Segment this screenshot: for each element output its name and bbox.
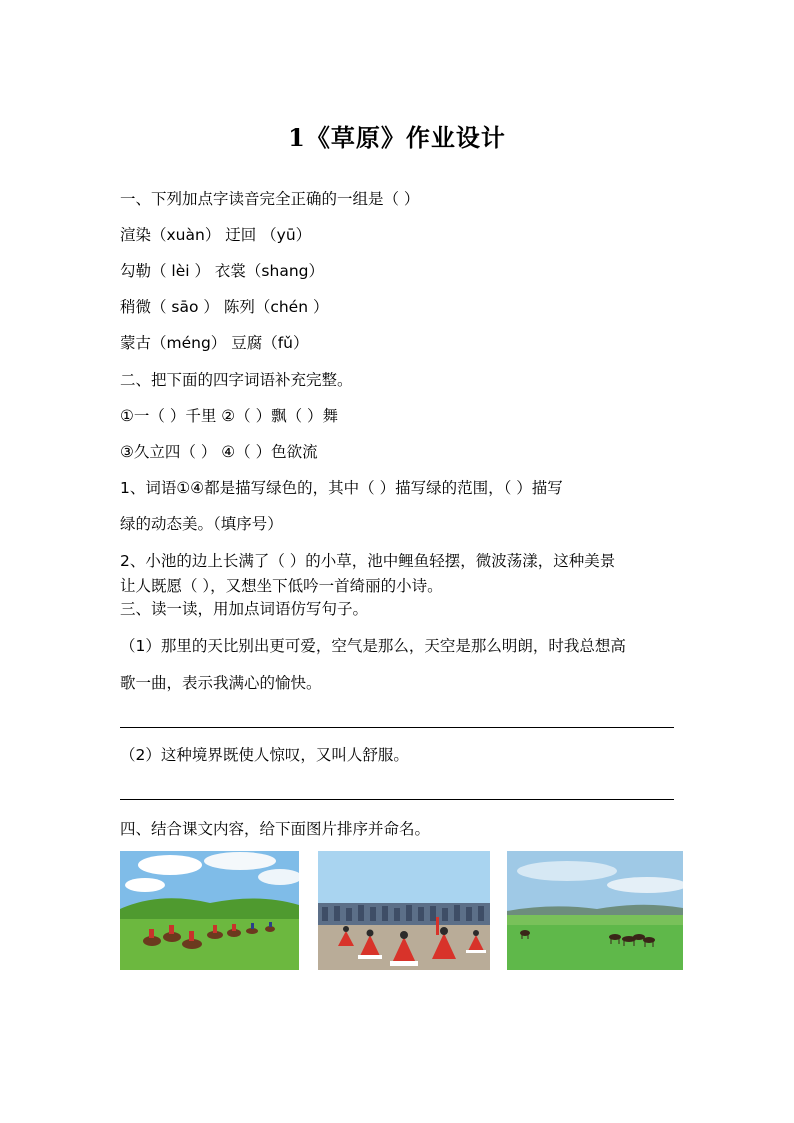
q1-option-1: 渲染（xuàn） 迂回 （yū） <box>120 226 312 244</box>
q3-item2: （2）这种境界既使人惊叹，又叫人舒服。 <box>120 746 409 764</box>
q2-row-1: ①一（ ）千里 ②（ ）飘（ ）舞 <box>120 407 338 425</box>
answer-line-2[interactable] <box>120 799 674 800</box>
q3-item1-line1: （1）那里的天比别出更可爱，空气是那么，天空是那么明朗，时我总想高 <box>120 637 626 655</box>
page-title: 1《草原》作业设计 <box>288 123 506 152</box>
horse-riders-picture <box>120 851 299 970</box>
q1-option-2: 勾勒（ lèi ） 衣裳（shang） <box>120 262 324 280</box>
q2-heading: 二、把下面的四字词语补充完整。 <box>120 371 353 389</box>
q2-row-2: ③久立四（ ） ④（ ）色欲流 <box>120 443 318 461</box>
q2-sub2-line1: 2、小池的边上长满了（ ）的小草，池中鲤鱼轻摆，微波荡漾，这种美景 <box>120 552 616 570</box>
q2-sub2-line2: 让人既愿（ ），又想坐下低吟一首绮丽的小诗。 <box>120 577 443 595</box>
q3-item1-line2: 歌一曲，表示我满心的愉快。 <box>120 674 322 692</box>
q4-heading: 四、结合课文内容，给下面图片排序并命名。 <box>120 820 431 838</box>
q1-heading: 一、下列加点字读音完全正确的一组是（ ） <box>120 190 420 208</box>
q1-option-4: 蒙古（méng） 豆腐（fǔ） <box>120 334 309 352</box>
q3-heading: 三、读一读，用加点词语仿写句子。 <box>120 600 369 618</box>
q2-sub1-line2: 绿的动态美。（填序号） <box>120 515 283 533</box>
q2-sub1-line1: 1、词语①④都是描写绿色的，其中（ ）描写绿的范围，（ ）描写 <box>120 479 563 497</box>
answer-line-1[interactable] <box>120 727 674 728</box>
dancers-picture <box>318 851 490 970</box>
q1-option-3: 稍微（ sāo ） 陈列（chén ） <box>120 298 329 316</box>
grazing-horses-picture <box>507 851 683 970</box>
